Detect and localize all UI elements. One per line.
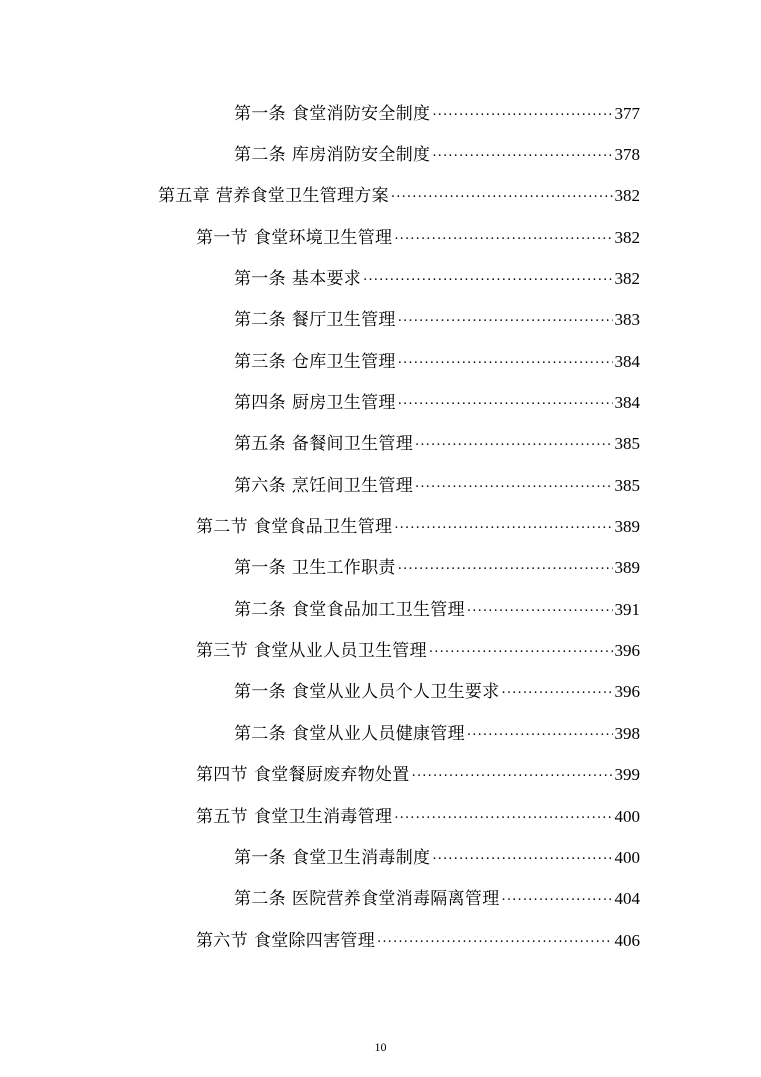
toc-entry[interactable] xyxy=(0,796,761,837)
toc-entry-page-number: 406 xyxy=(614,930,640,950)
toc-entry[interactable] xyxy=(0,837,761,878)
toc-entry-title: 食堂餐厨废弃物处置 xyxy=(253,765,410,786)
toc-entry-title: 食堂环境卫生管理 xyxy=(253,227,393,248)
toc-entry-line xyxy=(234,434,640,454)
toc-dot-leader xyxy=(467,600,613,620)
toc-entry-number: 第五条 xyxy=(234,434,286,455)
toc-entry-label xyxy=(234,558,396,578)
toc-entry-page-number: 396 xyxy=(614,641,640,661)
toc-entry-page-number: 383 xyxy=(614,310,640,330)
toc-entry[interactable] xyxy=(0,382,761,423)
toc-entry-line xyxy=(234,600,640,620)
toc-entry-line xyxy=(196,807,640,827)
toc-entry-page-number: 378 xyxy=(614,145,640,165)
toc-entry-title: 食堂食品卫生管理 xyxy=(253,517,393,538)
toc-entry-number: 第四节 xyxy=(196,765,248,786)
toc-entry-number: 第二节 xyxy=(196,517,248,538)
toc-entry-line xyxy=(234,393,640,413)
toc-entry-label xyxy=(234,145,430,165)
toc-entry[interactable] xyxy=(0,672,761,713)
toc-dot-leader xyxy=(394,517,612,537)
toc-entry-number: 第三条 xyxy=(234,351,286,372)
toc-entry-line xyxy=(196,641,640,661)
toc-entry-page-number: 398 xyxy=(614,723,640,743)
toc-entry-label xyxy=(196,228,392,248)
toc-entry[interactable] xyxy=(0,217,761,258)
toc-entry-number: 第二条 xyxy=(234,599,286,620)
toc-entry-title: 营养食堂卫生管理方案 xyxy=(215,186,389,207)
toc-entry[interactable] xyxy=(0,341,761,382)
toc-entry-title: 卫生工作职责 xyxy=(291,558,396,579)
toc-entry-label xyxy=(196,641,427,661)
toc-entry-number: 第一条 xyxy=(234,269,286,290)
toc-entry[interactable] xyxy=(0,713,761,754)
toc-entry[interactable] xyxy=(0,548,761,589)
toc-entry-number: 第一节 xyxy=(196,227,248,248)
toc-entry-line xyxy=(196,228,640,248)
toc-dot-leader xyxy=(398,558,613,578)
toc-entry-page-number: 391 xyxy=(614,599,640,619)
toc-entry-label xyxy=(234,269,361,289)
toc-dot-leader xyxy=(394,807,612,827)
toc-entry[interactable] xyxy=(0,630,761,671)
toc-dot-leader xyxy=(502,682,613,702)
toc-entry-page-number: 400 xyxy=(614,806,640,826)
toc-entry-number: 第三节 xyxy=(196,641,248,662)
toc-entry-label xyxy=(196,931,375,951)
toc-entry-number: 第二条 xyxy=(234,145,286,166)
toc-entry-title: 库房消防安全制度 xyxy=(291,145,431,166)
toc-entry-title: 医院营养食堂消毒隔离管理 xyxy=(291,889,500,910)
toc-entry[interactable] xyxy=(0,176,761,217)
toc-entry-title: 食堂从业人员个人卫生要求 xyxy=(291,682,500,703)
toc-entry[interactable] xyxy=(0,755,761,796)
toc-entry[interactable] xyxy=(0,300,761,341)
toc-entry-number: 第五章 xyxy=(158,186,210,207)
toc-entry-number: 第一条 xyxy=(234,847,286,868)
toc-entry-label xyxy=(234,104,430,124)
toc-dot-leader xyxy=(391,186,613,206)
toc-entry-page-number: 389 xyxy=(614,517,640,537)
toc-entry-page-number: 385 xyxy=(614,475,640,495)
toc-entry-line xyxy=(234,145,640,165)
toc-entry-line xyxy=(234,269,640,289)
toc-dot-leader xyxy=(467,724,613,744)
toc-entry-title: 烹饪间卫生管理 xyxy=(291,475,414,496)
toc-entry-label xyxy=(158,186,389,206)
toc-entry-label xyxy=(234,310,396,330)
toc-dot-leader xyxy=(432,848,612,868)
toc-entry[interactable] xyxy=(0,424,761,465)
toc-entry[interactable] xyxy=(0,93,761,134)
toc-entry-title: 基本要求 xyxy=(291,269,362,290)
page-number-footer: 10 xyxy=(374,1040,387,1054)
toc-entry-label xyxy=(196,765,410,785)
toc-entry-title: 食堂除四害管理 xyxy=(253,930,376,951)
toc-entry-label xyxy=(234,724,465,744)
toc-entry-page-number: 382 xyxy=(614,269,640,289)
toc-entry-title: 食堂从业人员健康管理 xyxy=(291,723,465,744)
toc-entry-page-number: 385 xyxy=(614,434,640,454)
toc-entry-number: 第一条 xyxy=(234,682,286,703)
toc-entry-line xyxy=(234,352,640,372)
toc-entry-page-number: 384 xyxy=(614,351,640,371)
toc-entry-page-number: 389 xyxy=(614,558,640,578)
toc-entry-title: 备餐间卫生管理 xyxy=(291,434,414,455)
toc-entry-number: 第六条 xyxy=(234,475,286,496)
toc-entry-page-number: 400 xyxy=(614,847,640,867)
toc-dot-leader xyxy=(394,228,612,248)
toc-entry-number: 第四条 xyxy=(234,393,286,414)
toc-entry-line xyxy=(196,931,640,951)
toc-dot-leader xyxy=(363,269,612,289)
toc-entry-title: 食堂食品加工卫生管理 xyxy=(291,599,465,620)
toc-entry-page-number: 399 xyxy=(614,765,640,785)
toc-entry-title: 食堂卫生消毒制度 xyxy=(291,847,431,868)
toc-entry-number: 第五节 xyxy=(196,806,248,827)
toc-entry-line xyxy=(234,558,640,578)
toc-entry-page-number: 404 xyxy=(614,889,640,909)
toc-entry-number: 第二条 xyxy=(234,889,286,910)
table-of-contents xyxy=(0,93,761,961)
toc-dot-leader xyxy=(415,434,612,454)
toc-entry-label xyxy=(196,517,392,537)
toc-entry[interactable] xyxy=(0,506,761,547)
toc-dot-leader xyxy=(398,393,613,413)
toc-dot-leader xyxy=(412,765,613,785)
toc-entry-label xyxy=(234,889,500,909)
toc-entry-label xyxy=(234,682,500,702)
toc-dot-leader xyxy=(398,352,613,372)
toc-entry-title: 食堂消防安全制度 xyxy=(291,103,431,124)
toc-entry-line xyxy=(196,765,640,785)
toc-entry-label xyxy=(234,848,430,868)
toc-entry-line xyxy=(234,848,640,868)
toc-entry-line xyxy=(234,682,640,702)
toc-entry-line xyxy=(234,310,640,330)
toc-dot-leader xyxy=(432,145,612,165)
toc-entry-number: 第二条 xyxy=(234,723,286,744)
toc-entry-label xyxy=(234,352,396,372)
toc-entry-line xyxy=(196,517,640,537)
toc-dot-leader xyxy=(502,889,613,909)
toc-entry-title: 食堂卫生消毒管理 xyxy=(253,806,393,827)
toc-entry-number: 第二条 xyxy=(234,310,286,331)
toc-entry-line xyxy=(158,186,640,206)
toc-entry-line xyxy=(234,889,640,909)
toc-entry[interactable] xyxy=(0,258,761,299)
toc-entry[interactable] xyxy=(0,134,761,175)
toc-entry-title: 仓库卫生管理 xyxy=(291,351,396,372)
toc-entry-title: 厨房卫生管理 xyxy=(291,393,396,414)
toc-entry-page-number: 382 xyxy=(614,227,640,247)
toc-dot-leader xyxy=(432,104,612,124)
toc-entry-line xyxy=(234,104,640,124)
toc-entry[interactable] xyxy=(0,920,761,961)
toc-entry-title: 食堂从业人员卫生管理 xyxy=(253,641,427,662)
toc-entry-page-number: 377 xyxy=(614,103,640,123)
toc-entry-line xyxy=(234,724,640,744)
toc-dot-leader xyxy=(377,931,612,951)
toc-entry[interactable] xyxy=(0,589,761,630)
toc-entry-number: 第六节 xyxy=(196,930,248,951)
toc-entry-title: 餐厅卫生管理 xyxy=(291,310,396,331)
toc-entry-line xyxy=(234,476,640,496)
toc-entry-page-number: 382 xyxy=(614,186,640,206)
toc-dot-leader xyxy=(398,310,613,330)
toc-entry[interactable] xyxy=(0,879,761,920)
toc-entry-label xyxy=(196,807,392,827)
toc-entry-label xyxy=(234,476,413,496)
toc-entry-number: 第一条 xyxy=(234,103,286,124)
toc-entry[interactable] xyxy=(0,465,761,506)
toc-entry-page-number: 384 xyxy=(614,393,640,413)
toc-entry-number: 第一条 xyxy=(234,558,286,579)
toc-entry-page-number: 396 xyxy=(614,682,640,702)
toc-dot-leader xyxy=(429,641,613,661)
toc-entry-label xyxy=(234,434,413,454)
toc-dot-leader xyxy=(415,476,612,496)
toc-entry-label xyxy=(234,600,465,620)
toc-entry-label xyxy=(234,393,396,413)
